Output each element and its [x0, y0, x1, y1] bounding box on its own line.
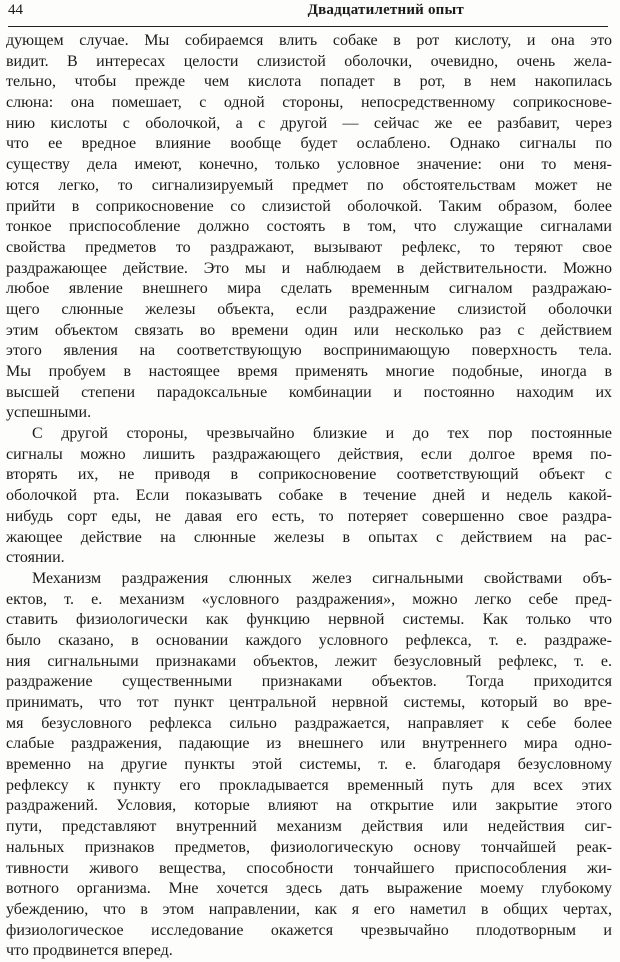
text-line: вотного организма. Мне хочется здесь дать выражение моему глубокому: [6, 880, 612, 898]
text-line: пути, представляют внутренний механизм действия или недействия сиг-: [6, 818, 612, 836]
text-line: убеждению, что в этом направлении, как я его наметил в общих чертах,: [6, 900, 612, 918]
text-line: Механизм раздражения слюнных желез сигнальными свойствами объ-: [32, 569, 612, 587]
text-line: нальных признаков предметов, физиологическую основу тончайшей реак-: [6, 838, 612, 856]
text-line: временно на другие пункты этой системы, т. е. благодаря безусловному: [6, 756, 612, 774]
text-line: физиологическое исследование окажется чрезвычайно плодотворным и: [6, 921, 612, 939]
text-line: высшей степени парадоксальные комбинации и постоянно находим их: [6, 383, 612, 401]
text-line: мя безусловного рефлекса сильно раздражается, направляет к себе более: [6, 714, 612, 732]
text-line: ния сигнальными признаками объектов, лежит безусловный рефлекс, т. е.: [6, 652, 612, 670]
text-line: свойства предметов то раздражают, вызывают рефлекс, то теряют свое: [6, 238, 612, 256]
text-line: щего слюнные железы объекта, если раздражение слизистой оболочки: [6, 300, 612, 318]
text-line: жающее действие на слюнные железы в опытах с действием на рас-: [6, 528, 612, 546]
running-title: Двадцатилетний опыт: [307, 2, 464, 18]
text-line: ются легко, то сигнализируемый предмет по обстоятельствам может не: [6, 176, 612, 194]
text-line: принимать, что тот пункт центральной нервной системы, который во вре-: [6, 694, 612, 711]
text-line: сигналы можно лишить раздражающего действия, если долгое время по-: [6, 445, 612, 463]
text-line: этим объектом связать во времени один или несколько раз с действием: [6, 321, 612, 339]
text-line: раздражающее действие. Это мы и наблюдаем в действительности. Можно: [6, 259, 612, 277]
text-line: ставить физиологически как функцию нервной системы. Как только что: [6, 611, 612, 629]
text-line: что продвинется вперед.: [6, 942, 173, 960]
text-line: вторять их, не приводя в соприкосновение соответствующий объект с: [6, 466, 612, 484]
text-line: раздражение существенными признаками объектов. Тогда приходится: [6, 673, 612, 691]
text-line: что ее вредное влияние вообще будет ослаблено. Однако сигналы по: [6, 135, 612, 153]
body-text: [6, 31, 612, 962]
text-line: слабые раздражения, падающие из внешнего или внутреннего мира одно-: [6, 735, 612, 753]
header-rule: [8, 26, 608, 27]
page-number: 44: [8, 2, 23, 18]
text-line: ектов, т. е. механизм «условного раздражения», можно легко себе пред-: [6, 590, 612, 608]
text-line: стоянии.: [6, 549, 65, 567]
book-page: [0, 2, 620, 960]
text-line: оболочкой рта. Если показывать собаке в течение дней и недель какой-: [6, 487, 612, 505]
text-line: видит. В интересах целости слизистой оболочки, очевидно, очень жела-: [6, 52, 612, 70]
text-line: любое явление внешнего мира сделать временным сигналом раздражаю-: [6, 280, 612, 298]
text-line: рефлексу к пункту его прокладывается временный путь для всех этих: [6, 776, 612, 794]
text-line: С другой стороны, чрезвычайно близкие и до тех пор постоянные: [32, 425, 612, 443]
page-header: [6, 2, 612, 26]
text-line: нибудь сорт еды, не давая его есть, то потеряет совершенно свое раздра-: [6, 507, 612, 525]
text-line: Мы пробуем в настоящее время применять многие подобные, иногда в: [6, 363, 612, 380]
text-line: раздражений. Условия, которые влияют на открытие или закрытие этого: [6, 797, 612, 815]
text-line: существу дела имеют, конечно, только условное значение: они то меня-: [6, 156, 612, 174]
text-line: тонкое приспособление должно состоять в том, что служащие сигналами: [6, 218, 612, 236]
text-line: этого явления на соответствующую воспринимающую поверхность тела.: [6, 342, 612, 360]
text-line: тивности живого вещества, способности тончайшего приспособления жи-: [6, 859, 612, 877]
text-line: нию кислоты с оболочкой, а с другой — сейчас же ее разбавит, через: [6, 114, 612, 132]
text-line: слюна: она помешает, с одной стороны, непосредственному соприкоснове-: [6, 94, 612, 112]
text-line: прийти в соприкосновение со слизистой оболочкой. Таким образом, более: [6, 197, 612, 215]
text-line: успешными.: [6, 404, 92, 422]
text-line: дующем случае. Мы собираемся влить собаке в рот кислоту, и она это: [6, 32, 612, 49]
text-line: было сказано, в основании каждого условного рефлекса, т. е. раздраже-: [6, 631, 612, 649]
text-line: тельно, чтобы прежде чем кислота попадет в рот, в нем накопилась: [6, 73, 612, 91]
